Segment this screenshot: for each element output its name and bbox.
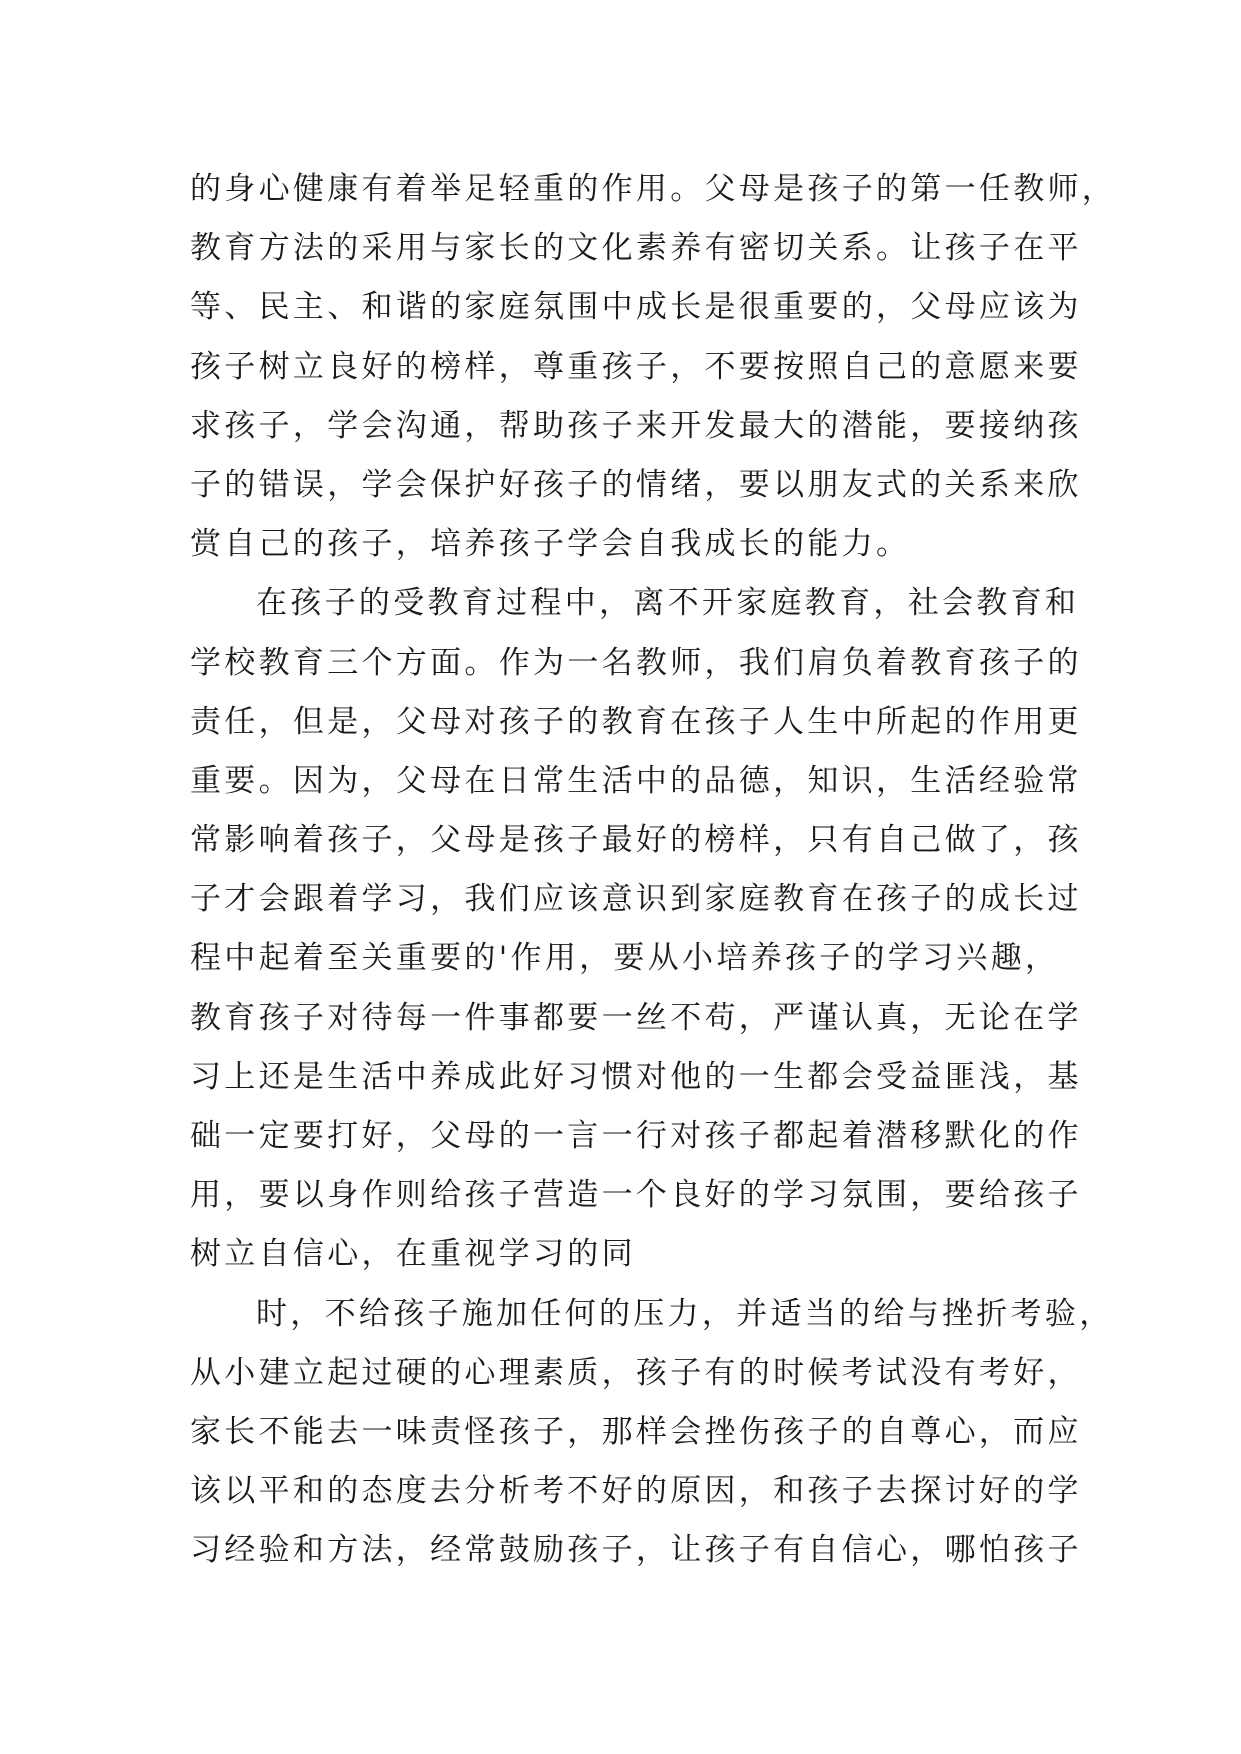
text-line: 从小建立起过硬的心理素质，孩子有的时候考试没有考好， <box>190 1354 1082 1391</box>
text-line: 责任，但是，父母对孩子的教育在孩子人生中所起的作用更 <box>190 703 1082 740</box>
paragraph <box>190 574 1080 1284</box>
text-line: 重要。因为，父母在日常生活中的品德，知识，生活经验常 <box>190 762 1082 799</box>
text-line: 常影响着孩子，父母是孩子最好的榜样，只有自己做了，孩 <box>190 822 1082 859</box>
text-line: 子才会跟着学习，我们应该意识到家庭教育在孩子的成长过 <box>190 881 1082 918</box>
paragraph <box>190 1285 1114 1581</box>
text-line: 教育方法的采用与家长的文化素养有密切关系。让孩子在平 <box>190 230 1082 267</box>
text-line: 时，不给孩子施加任何的压力，并适当的给与挫折考验， <box>256 1295 1114 1332</box>
text-line: 子的错误，学会保护好孩子的情绪，要以朋友式的关系来欣 <box>190 466 1082 503</box>
text-line: 孩子树立良好的榜样，尊重孩子，不要按照自己的意愿来要 <box>190 348 1082 385</box>
text-line: 等、民主、和谐的家庭氛围中成长是很重要的，父母应该为 <box>190 289 1082 326</box>
text-line: 学校教育三个方面。作为一名教师，我们肩负着教育孩子的 <box>190 644 1082 681</box>
text-line: 家长不能去一味责怪孩子，那样会挫伤孩子的自尊心，而应 <box>190 1413 1082 1450</box>
text-line: 础一定要打好，父母的一言一行对孩子都起着潜移默化的作 <box>190 1118 1082 1154</box>
text-line: 用，要以身作则给孩子营造一个良好的学习氛围，要给孩子 <box>190 1177 1082 1214</box>
text-line: 的身心健康有着举足轻重的作用。父母是孩子的第一任教师， <box>190 171 1117 207</box>
text-line: 习经验和方法，经常鼓励孩子，让孩子有自信心，哪怕孩子 <box>190 1532 1082 1569</box>
text-line: 习上还是生活中养成此好习惯对他的一生都会受益匪浅，基 <box>190 1058 1082 1095</box>
text-line: 求孩子，学会沟通，帮助孩子来开发最大的潜能，要接纳孩 <box>190 407 1082 444</box>
text-line: 程中起着至关重要的'作用，要从小培养孩子的学习兴趣， <box>190 940 1060 977</box>
text-line: 该以平和的态度去分析考不好的原因，和孩子去探讨好的学 <box>190 1473 1082 1510</box>
text-line: 树立自信心，在重视学习的同 <box>190 1236 636 1273</box>
text-line: 教育孩子对待每一件事都要一丝不苟，严谨认真，无论在学 <box>190 999 1082 1036</box>
paragraph <box>190 160 1117 574</box>
body-text <box>190 160 1117 1581</box>
text-line: 在孩子的受教育过程中，离不开家庭教育，社会教育和 <box>256 585 1080 622</box>
text-line: 赏自己的孩子，培养孩子学会自我成长的能力。 <box>190 526 911 563</box>
